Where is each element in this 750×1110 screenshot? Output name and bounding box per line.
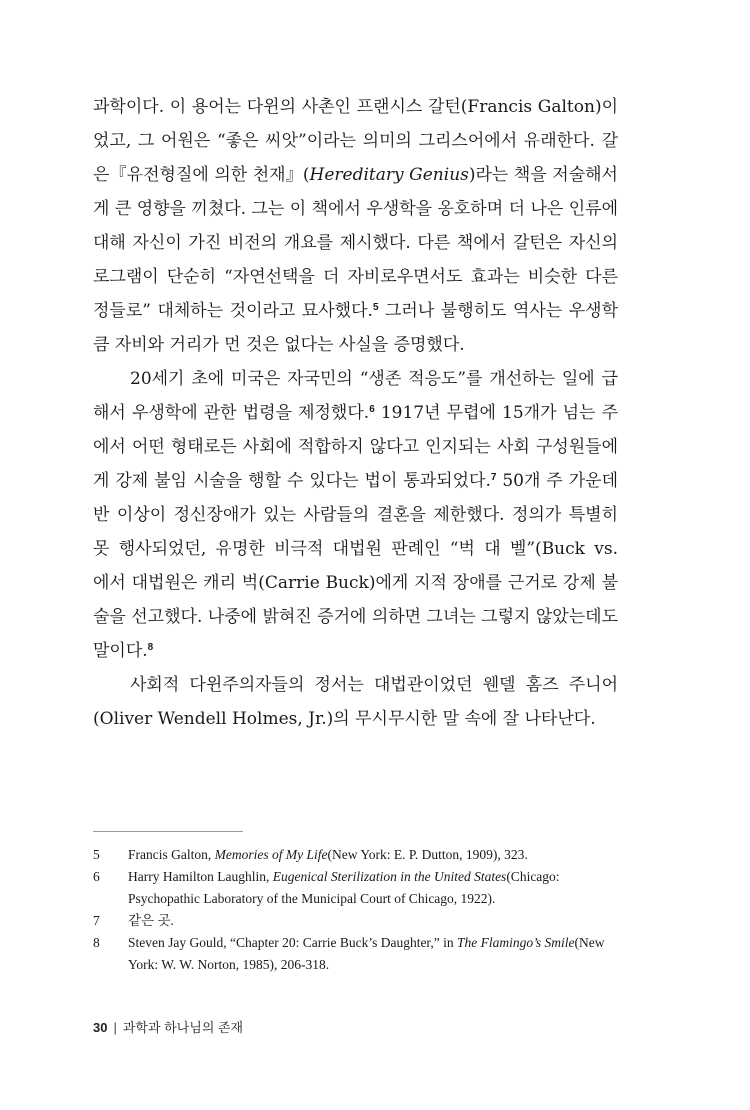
footnote-ref: 6 (369, 404, 375, 415)
text-line: 사회적 다윈주의자들의 정서는 대법관이었던 웬델 홈즈 주니어 (130, 675, 618, 695)
text-line: 술을 선고했다. 나중에 밝혀진 증거에 의하면 그녀는 그렇지 않았는데도 (93, 607, 618, 627)
text-line: 은『유전형질에 의한 천재』(Hereditary Genius)라는 책을 저술해서 (93, 165, 618, 185)
page-number: 30 (93, 1020, 108, 1035)
footnotes (93, 844, 618, 976)
footnote: 7 같은 곳. (93, 910, 618, 932)
text-line: (Oliver Wendell Holmes, Jr.)의 무시무시한 말 속에 잘 나타난다. (93, 709, 596, 729)
text-line: 말이다.$^8$ (93, 641, 154, 661)
text-line: 었고, 그 어원은 “좋은 씨앗”이라는 의미의 그리스어에서 유래한다. 갈 (93, 131, 618, 151)
body-text (93, 90, 618, 736)
text-line: 정들로” 대체하는 것이라고 묘사했다.$^5$ 그러나 불행히도 역사는 우생학 (93, 301, 618, 321)
text-line: 게 강제 불임 시술을 행할 수 있다는 법이 통과되었다.$^7$ 50개 주 가운데 (93, 471, 618, 491)
text-line: 로그램이 단순히 “자연선택을 더 자비로우면서도 효과는 비슷한 다른 (93, 267, 618, 287)
text-line: 에서 어떤 형태로든 사회에 적합하지 않다고 인지되는 사회 구성원들에 (93, 437, 618, 457)
text-line: 해서 우생학에 관한 법령을 제정했다.$^6$ 1917년 무렵에 15개가 넘는 주 (93, 403, 618, 423)
footnote: 6 Harry Hamilton Laughlin, Eugenical Sterilization in the United States(Chicago: Psychopathic Laboratory of the Municipal Court of Chicago, 1922). (93, 866, 618, 910)
book-title: 과학과 하나님의 존재 (122, 1020, 244, 1035)
text-line: 과학이다. 이 용어는 다윈의 사촌인 프랜시스 갈턴(Francis Galton)이 (93, 97, 618, 117)
text-line: 에서 대법원은 캐리 벅(Carrie Buck)에게 지적 장애를 근거로 강제 불 (93, 573, 618, 593)
footnote-number: 8 (93, 935, 100, 950)
footnote-ref: 7 (490, 472, 497, 483)
footnote-ref: 5 (372, 302, 379, 313)
footnote-number: 5 (93, 847, 100, 862)
footnote: 8 Steven Jay Gould, “Chapter 20: Carrie Buck’s Daughter,” in The Flamingo’s Smile(New York: W. W. Norton, 1985), 206-318. (93, 932, 618, 976)
footer-separator: | (113, 1020, 117, 1035)
text-line: 대해 자신이 가진 비전의 개요를 제시했다. 다른 책에서 갈턴은 자신의 (93, 233, 618, 253)
text-line: 반 이상이 정신장애가 있는 사람들의 결혼을 제한했다. 정의가 특별히 (93, 505, 618, 525)
footnote-number: 6 (93, 869, 100, 884)
text-line: 큼 자비와 거리가 먼 것은 없다는 사실을 증명했다. (93, 335, 465, 355)
footnote-divider (93, 831, 243, 832)
page-footer (93, 1017, 243, 1036)
footnote-number: 7 (93, 913, 100, 928)
footnote: 5 Francis Galton, Memories of My Life(New York: E. P. Dutton, 1909), 323. (93, 844, 618, 866)
footnote-ref: 8 (147, 642, 154, 653)
text-line: 못 행사되었던, 유명한 비극적 대법원 판례인 “벅 대 벨”(Buck vs. (93, 539, 618, 559)
text-line: 게 큰 영향을 끼쳤다. 그는 이 책에서 우생학을 옹호하며 더 나은 인류에 (93, 199, 618, 219)
text-line: 20세기 초에 미국은 자국민의 “생존 적응도”를 개선하는 일에 급 (130, 369, 618, 389)
